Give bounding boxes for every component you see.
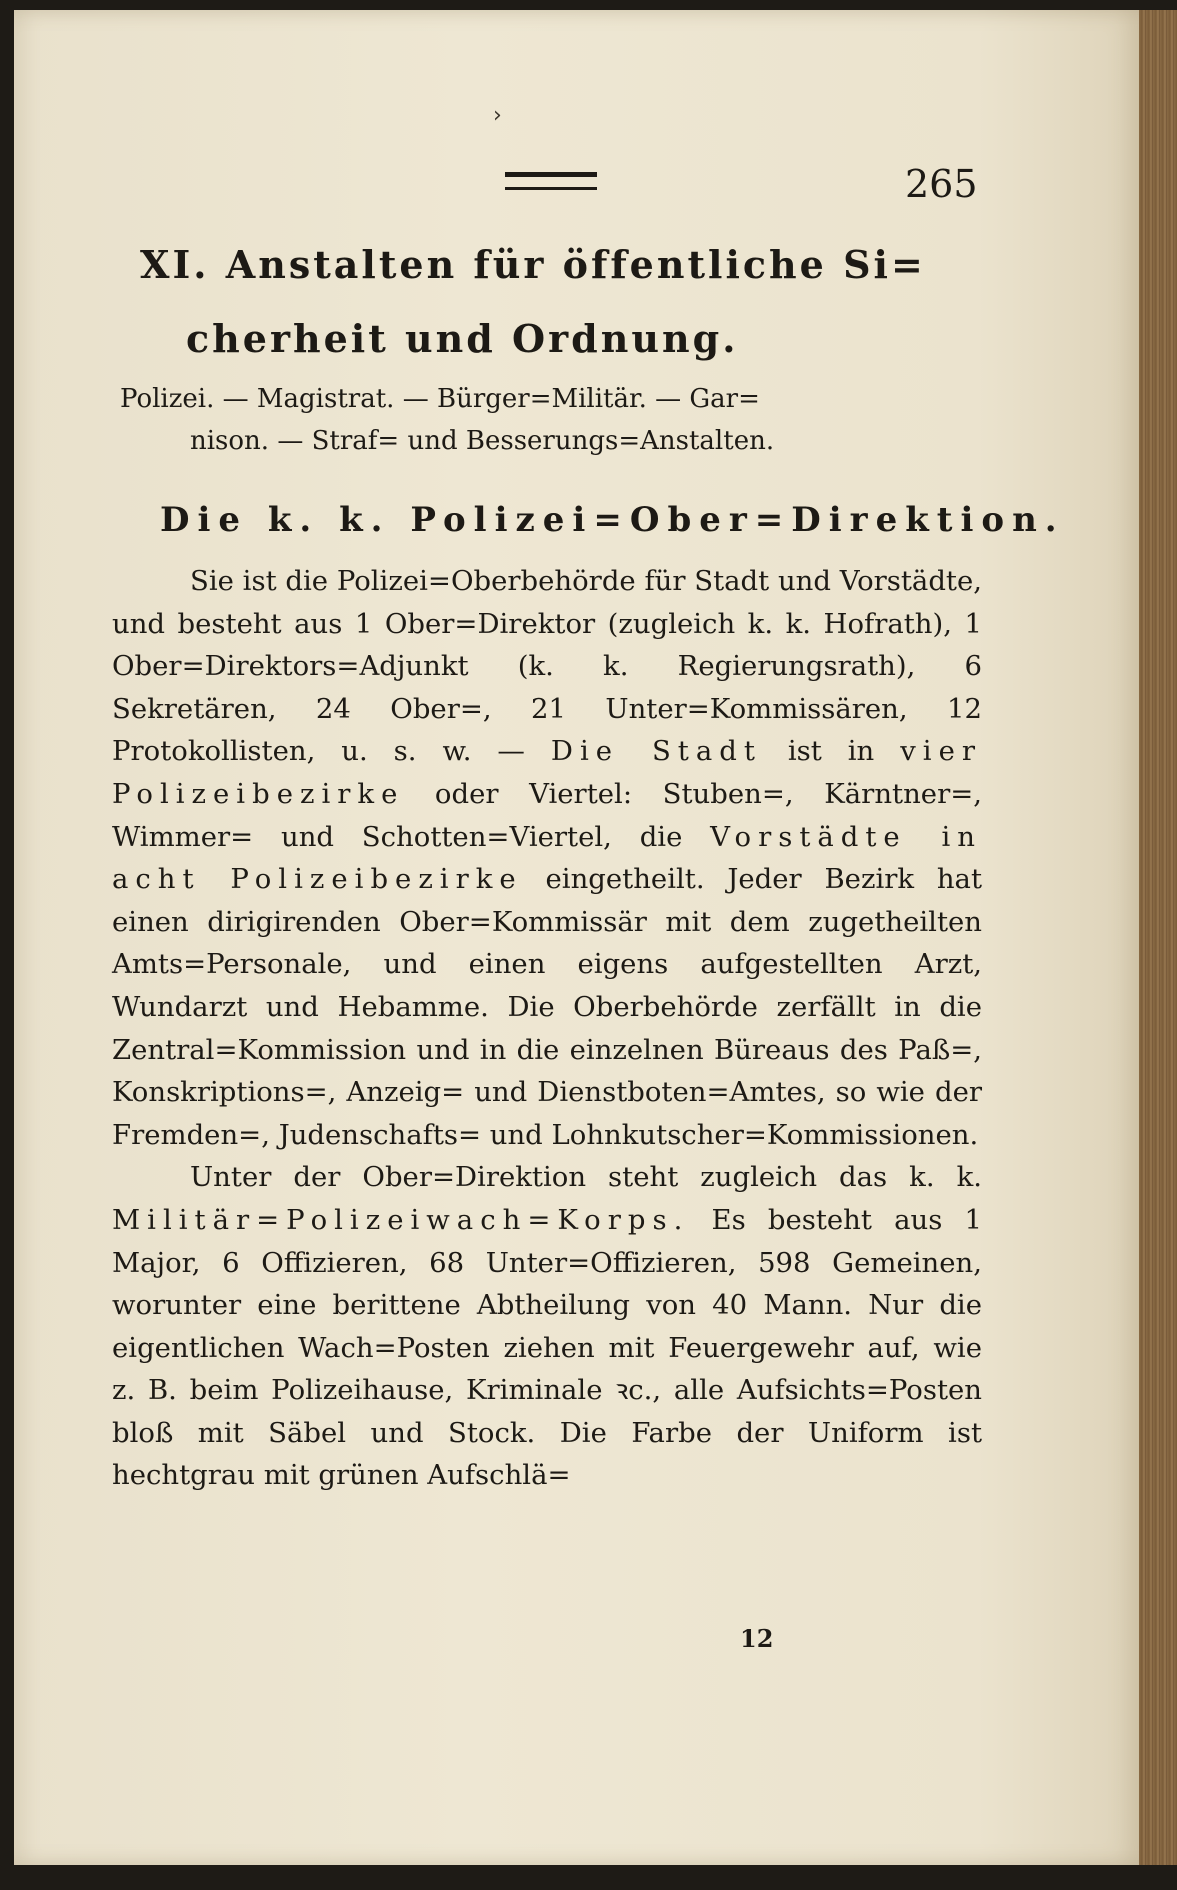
paragraph-1-emphasis-a: Die Stadt [550, 735, 762, 768]
paragraph-1 [112, 560, 982, 1156]
paragraph-2-emphasis-a: Militär=Polizeiwach=Korps. [112, 1203, 690, 1236]
paragraph-1-text-d: eingetheilt. Jeder Bezirk hat einen dirigirenden Ober=Kommissär mit dem zugetheilten Amts=Personale, und einen eigens aufgestellten Arzt, Wundarzt und Hebamme. Die Oberbehörde zerfällt in die Zentral=Kommission und in die einzelnen Büreaus des Paß=, Konskriptions=, Anzeig= und Dienstboten=Amtes, so wie der Fremden=, Judenschafts= und Lohnkutscher=Kommissionen. [112, 863, 983, 1151]
paragraph-1-text-a: Sie ist die Polizei=Oberbehörde für Stadt und Vorstädte, und besteht aus 1 Ober=Direktor (zugleich k. k. Hofrath), 1 Ober=Direktors=Adjunkt (k. k. Regierungsrath), 6 Sekretären, 24 Ober=, 21 Unter=Kommissären, 12 Protokollisten, u. s. w. — [112, 565, 982, 768]
subheading: Die k. k. Polizei=Ober=Direktion. [160, 500, 1065, 540]
section-title-line-2: cherheit und Ordnung. [186, 316, 739, 361]
section-title [140, 228, 1000, 376]
paragraph-2 [112, 1156, 982, 1497]
contents-line-1: Polizei. — Magistrat. — Bürger=Militär. — Gar= [120, 384, 760, 414]
page-number: 265 [905, 162, 978, 206]
page-stack-edge [1139, 10, 1177, 1865]
contents-line-2: nison. — Straf= und Besserungs=Anstalten. [190, 426, 775, 456]
paragraph-1-text-c: oder Viertel: Stuben=, Kärntner=, Wimmer= und Schotten=Viertel, die [112, 777, 982, 853]
body-text [112, 560, 982, 1497]
ink-speck-mark: › [493, 103, 502, 128]
section-title-line-1: XI. Anstalten für öffentliche Si= [140, 242, 926, 287]
section-contents-summary [120, 378, 990, 462]
paragraph-1-text-b: ist in [761, 735, 901, 768]
header-rule [505, 172, 597, 190]
paragraph-2-text-b: Es besteht aus 1 Major, 6 Offizieren, 68 Unter=Offizieren, 598 Gemeinen, worunter eine berittene Abtheilung von 40 Mann. Nur die eigentlichen Wach=Posten ziehen mit Feuergewehr auf, wie z. B. beim Polizeihause, Kriminale ꝛc., alle Aufsichts=Posten bloß mit Säbel und Stock. Die Farbe der Uniform ist hechtgrau mit grünen Aufschlä= [112, 1203, 982, 1492]
printer-signature-mark: 12 [740, 1624, 774, 1653]
paragraph-1-emphasis-c: Vorstädte in acht Polizeibezirke [112, 820, 982, 896]
paragraph-1-emphasis-b: vier Polizeibezirke [112, 735, 982, 810]
paragraph-2-text-a: Unter der Ober=Direktion steht zugleich das k. k. [190, 1161, 982, 1194]
